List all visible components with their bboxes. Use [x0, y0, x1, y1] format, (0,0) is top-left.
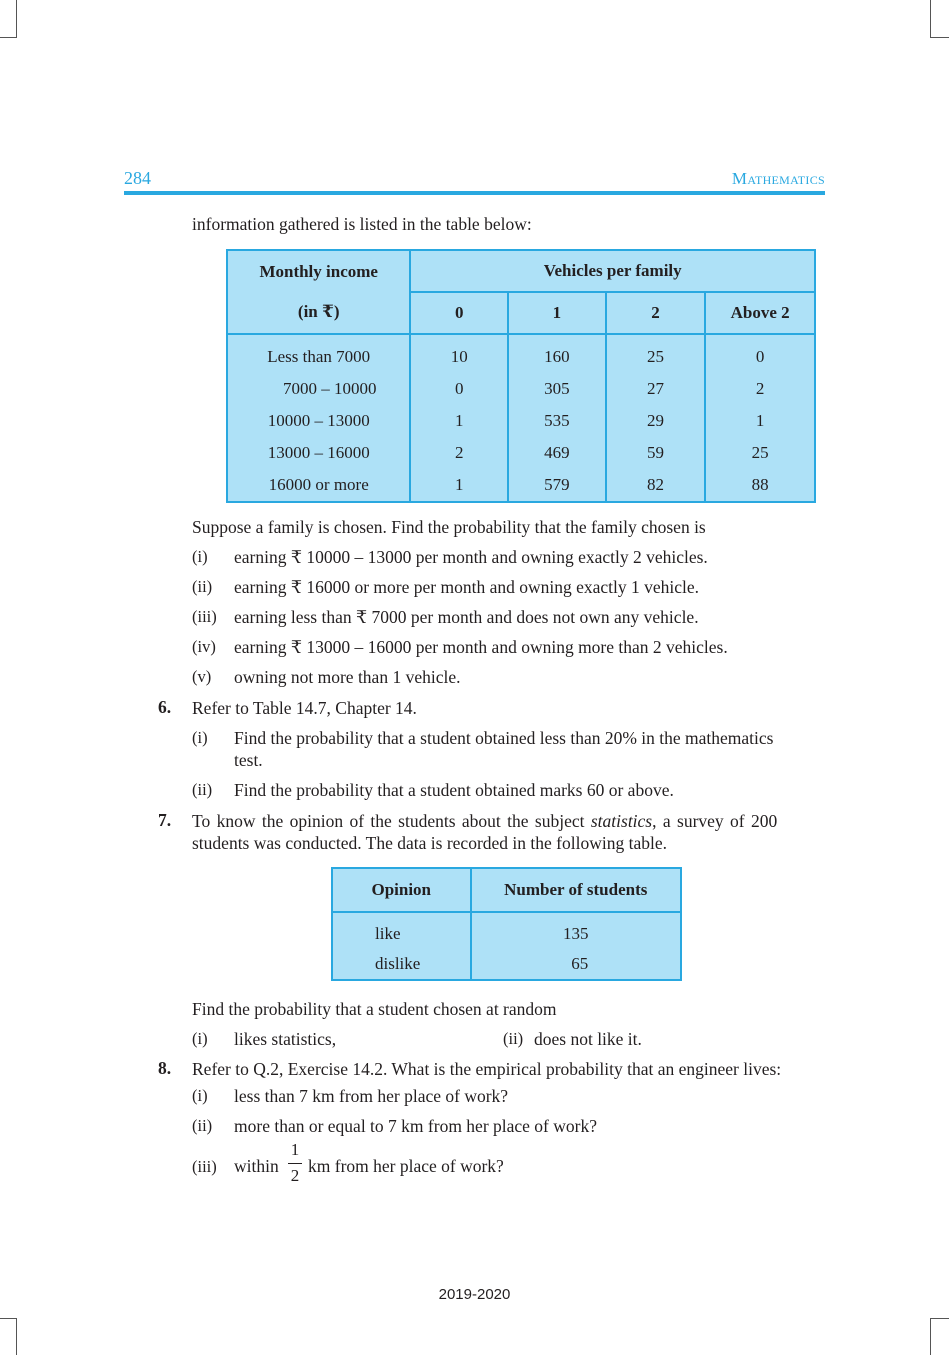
- part-label: (i): [192, 1029, 208, 1048]
- footer-year: 2019-2020: [438, 1286, 511, 1303]
- q7-line1-end: , a survey of 200: [652, 811, 778, 831]
- table-cell: 0: [755, 347, 765, 366]
- table-cell: 7000 – 10000: [282, 379, 377, 398]
- fraction-bar: [288, 1163, 302, 1164]
- vehicles-0-column: [410, 334, 508, 502]
- crop-mark: [16, 1318, 17, 1355]
- table-cell: 1: [454, 411, 464, 430]
- income-header-cell: [227, 250, 410, 334]
- income-header-line1: Monthly income: [259, 262, 378, 281]
- table-cell: 579: [544, 475, 570, 494]
- table-cell: 0: [454, 379, 464, 398]
- question-number: 8.: [158, 1058, 172, 1078]
- income-vehicles-table: [226, 249, 816, 503]
- table-cell: 135: [563, 924, 589, 943]
- vehicles-group-header: Vehicles per family: [410, 250, 815, 292]
- part-label: (iii): [192, 1157, 217, 1176]
- table-cell: 25: [751, 443, 769, 462]
- column-header: 0: [410, 292, 508, 334]
- table-cell: dislike: [375, 954, 421, 973]
- part-text: earning ₹ 13000 – 16000 per month and owning more than 2 vehicles.: [234, 637, 728, 657]
- part-text: does not like it.: [534, 1029, 642, 1049]
- question-number: 7.: [158, 810, 172, 830]
- table-cell: 469: [544, 443, 570, 462]
- table-cell: 65: [571, 954, 589, 973]
- table-cell: 13000 – 16000: [267, 443, 370, 462]
- opinion-column: [332, 912, 471, 980]
- table-cell: 305: [544, 379, 570, 398]
- running-title: Mathematics: [731, 169, 825, 188]
- part-text: more than or equal to 7 km from her place of work?: [234, 1116, 597, 1136]
- table-cell: 1: [454, 475, 464, 494]
- column-header: 1: [508, 292, 606, 334]
- table-cell: 82: [646, 475, 664, 494]
- fraction-numerator: 1: [290, 1140, 300, 1159]
- table-cell: 535: [544, 411, 570, 430]
- part-text-after: km from her place of work?: [308, 1156, 504, 1176]
- table-cell: 25: [646, 347, 664, 366]
- table-cell: Less than 7000: [267, 347, 371, 366]
- part-label: (ii): [192, 780, 213, 799]
- part-text: less than 7 km from her place of work?: [234, 1086, 509, 1106]
- table-cell: like: [375, 924, 401, 943]
- count-column: [471, 912, 682, 980]
- crop-mark: [931, 37, 949, 38]
- part-text: Find the probability that a student obtained marks 60 or above.: [234, 780, 674, 800]
- question-number: 6.: [158, 697, 172, 717]
- fraction-denominator: 2: [290, 1166, 300, 1185]
- part-text: earning ₹ 10000 – 13000 per month and owning exactly 2 vehicles.: [234, 547, 708, 567]
- crop-mark: [0, 1318, 16, 1319]
- question-text: [192, 810, 825, 832]
- question-text-continued: students was conducted. The data is recorded in the following table.: [192, 833, 667, 853]
- column-header: Opinion: [332, 868, 471, 912]
- page-number: 284: [124, 168, 151, 188]
- part-label: (ii): [192, 577, 213, 596]
- part-label: (iii): [192, 607, 217, 626]
- question-text: Refer to Q.2, Exercise 14.2. What is the empirical probability that an engineer lives:: [192, 1059, 782, 1079]
- income-header-line2: (in ₹): [297, 302, 340, 321]
- table-cell: 29: [646, 411, 664, 430]
- question-text: Refer to Table 14.7, Chapter 14.: [192, 698, 417, 718]
- column-header: Above 2: [705, 292, 815, 334]
- table-cell: 59: [646, 443, 664, 462]
- income-column: [227, 334, 410, 502]
- part-label: (ii): [503, 1029, 524, 1048]
- column-header: Number of students: [471, 868, 682, 912]
- crop-mark: [930, 0, 931, 38]
- part-text-before: within: [234, 1156, 279, 1176]
- part-label: (i): [192, 728, 208, 747]
- crop-mark: [931, 1318, 949, 1319]
- intro-line: information gathered is listed in the table below:: [192, 214, 532, 234]
- part-label: (v): [192, 667, 212, 686]
- table-cell: 88: [751, 475, 769, 494]
- table-cell: 16000 or more: [268, 475, 369, 494]
- part-label: (i): [192, 547, 208, 566]
- q7-line1-start: To know the opinion of the students about the subject: [192, 811, 591, 831]
- part-label: (ii): [192, 1116, 213, 1135]
- part-text: likes statistics,: [234, 1029, 337, 1049]
- crop-mark: [16, 0, 17, 38]
- q5-prompt: Suppose a family is chosen. Find the probability that the family chosen is: [192, 517, 706, 537]
- table-cell: 1: [755, 411, 765, 430]
- crop-mark: [0, 37, 16, 38]
- vehicles-above2-column: [705, 334, 815, 502]
- part-text: earning less than ₹ 7000 per month and does not own any vehicle.: [234, 607, 699, 627]
- table-cell: 10: [450, 347, 468, 366]
- part-text: earning ₹ 16000 or more per month and owning exactly 1 vehicle.: [234, 577, 700, 597]
- q7-prompt: Find the probability that a student chosen at random: [192, 999, 557, 1019]
- vehicles-2-column: [606, 334, 706, 502]
- table-cell: 2: [755, 379, 765, 398]
- vehicles-1-column: [508, 334, 606, 502]
- part-text: Find the probability that a student obtained less than 20% in the mathematics: [234, 728, 774, 748]
- column-header: 2: [606, 292, 706, 334]
- header-rule: [124, 191, 825, 195]
- part-text: owning not more than 1 vehicle.: [234, 667, 461, 687]
- part-label: (i): [192, 1086, 208, 1105]
- part-label: (iv): [192, 637, 216, 656]
- table-cell: 2: [454, 443, 464, 462]
- part-text-continued: test.: [234, 750, 263, 770]
- opinion-table: [331, 867, 682, 981]
- table-cell: 27: [646, 379, 664, 398]
- table-cell: 10000 – 13000: [267, 411, 370, 430]
- q7-italic-term: statistics: [590, 811, 653, 831]
- crop-mark: [930, 1318, 931, 1355]
- table-cell: 160: [544, 347, 570, 366]
